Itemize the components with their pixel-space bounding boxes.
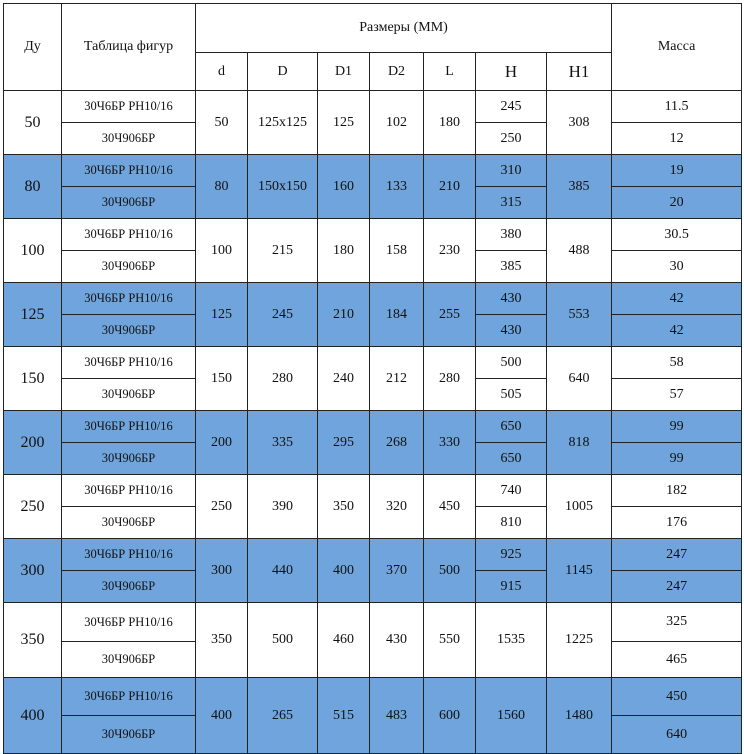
cell-H-1: 925: [476, 539, 547, 571]
cell-D1: 515: [318, 678, 370, 754]
cell-figure-1: 30Ч6БР PH10/16: [62, 539, 196, 571]
cell-mass-1: 182: [612, 475, 742, 507]
cell-mass-1: 99: [612, 411, 742, 443]
cell-mass-1: 11.5: [612, 91, 742, 123]
cell-L: 230: [424, 219, 476, 283]
header-col-d: d: [196, 53, 248, 91]
cell-H1: 1005: [547, 475, 612, 539]
table-row: [4, 539, 742, 571]
cell-H1: 553: [547, 283, 612, 347]
cell-H1: 385: [547, 155, 612, 219]
cell-H1: 1480: [547, 678, 612, 754]
table-row: [4, 603, 742, 642]
table-row: [4, 155, 742, 187]
cell-dn: 150: [4, 347, 62, 411]
cell-D: 150x150: [248, 155, 318, 219]
cell-D1: 160: [318, 155, 370, 219]
cell-figure-2: 30Ч906БР: [62, 507, 196, 539]
cell-figure-1: 30Ч6БР PH10/16: [62, 283, 196, 315]
cell-dn: 200: [4, 411, 62, 475]
cell-D1: 400: [318, 539, 370, 603]
cell-D2: 320: [370, 475, 424, 539]
cell-D: 335: [248, 411, 318, 475]
cell-H-2: 810: [476, 507, 547, 539]
cell-figure-1: 30Ч6БР PH10/16: [62, 155, 196, 187]
cell-H-1: 245: [476, 91, 547, 123]
cell-D: 125x125: [248, 91, 318, 155]
cell-mass-2: 465: [612, 642, 742, 678]
cell-D1: 240: [318, 347, 370, 411]
cell-figure-1: 30Ч6БР PH10/16: [62, 347, 196, 379]
cell-mass-1: 19: [612, 155, 742, 187]
cell-D1: 180: [318, 219, 370, 283]
table-row: [4, 283, 742, 315]
cell-d: 250: [196, 475, 248, 539]
cell-H1: 308: [547, 91, 612, 155]
cell-dn: 300: [4, 539, 62, 603]
cell-L: 210: [424, 155, 476, 219]
table-body: [4, 91, 742, 754]
cell-D2: 483: [370, 678, 424, 754]
cell-H-2: 650: [476, 443, 547, 475]
cell-d: 200: [196, 411, 248, 475]
header-col-D1: D1: [318, 53, 370, 91]
cell-D1: 210: [318, 283, 370, 347]
cell-mass-2: 99: [612, 443, 742, 475]
cell-mass-2: 57: [612, 379, 742, 411]
cell-figure-1: 30Ч6БР PH10/16: [62, 678, 196, 716]
cell-L: 600: [424, 678, 476, 754]
cell-L: 550: [424, 603, 476, 678]
cell-figure-2: 30Ч906БР: [62, 251, 196, 283]
cell-H-2: 250: [476, 123, 547, 155]
cell-figure-2: 30Ч906БР: [62, 379, 196, 411]
cell-L: 280: [424, 347, 476, 411]
cell-H1: 1225: [547, 603, 612, 678]
cell-D1: 350: [318, 475, 370, 539]
cell-figure-1: 30Ч6БР PH10/16: [62, 219, 196, 251]
header-mass: Масса: [612, 4, 742, 91]
cell-D: 215: [248, 219, 318, 283]
cell-H1: 488: [547, 219, 612, 283]
cell-L: 255: [424, 283, 476, 347]
cell-D: 440: [248, 539, 318, 603]
cell-H-1: 430: [476, 283, 547, 315]
cell-d: 100: [196, 219, 248, 283]
table-row: [4, 91, 742, 123]
cell-mass-2: 176: [612, 507, 742, 539]
cell-dn: 350: [4, 603, 62, 678]
cell-H-1: 650: [476, 411, 547, 443]
cell-mass-1: 450: [612, 678, 742, 716]
cell-figure-2: 30Ч906БР: [62, 443, 196, 475]
cell-figure-2: 30Ч906БР: [62, 716, 196, 754]
cell-mass-2: 42: [612, 315, 742, 347]
cell-H1: 1145: [547, 539, 612, 603]
cell-figure-2: 30Ч906БР: [62, 123, 196, 155]
cell-mass-1: 58: [612, 347, 742, 379]
cell-D2: 133: [370, 155, 424, 219]
cell-figure-1: 30Ч6БР PH10/16: [62, 475, 196, 507]
spec-table: [3, 3, 742, 754]
cell-d: 350: [196, 603, 248, 678]
cell-D2: 268: [370, 411, 424, 475]
cell-dn: 50: [4, 91, 62, 155]
header-dn: Ду: [4, 4, 62, 91]
table-row: [4, 347, 742, 379]
cell-H-2: 915: [476, 571, 547, 603]
cell-mass-2: 30: [612, 251, 742, 283]
cell-D: 500: [248, 603, 318, 678]
cell-mass-2: 12: [612, 123, 742, 155]
cell-dn: 400: [4, 678, 62, 754]
table-header: [4, 4, 742, 91]
cell-figure-1: 30Ч6БР PH10/16: [62, 603, 196, 642]
cell-D1: 295: [318, 411, 370, 475]
cell-d: 400: [196, 678, 248, 754]
cell-H1: 640: [547, 347, 612, 411]
cell-d: 80: [196, 155, 248, 219]
cell-dn: 250: [4, 475, 62, 539]
cell-figure-2: 30Ч906БР: [62, 315, 196, 347]
cell-D2: 370: [370, 539, 424, 603]
cell-d: 150: [196, 347, 248, 411]
cell-H-2: 385: [476, 251, 547, 283]
table-row: [4, 475, 742, 507]
table-row: [4, 219, 742, 251]
cell-mass-2: 20: [612, 187, 742, 219]
cell-mass-2: 640: [612, 716, 742, 754]
cell-figure-1: 30Ч6БР PH10/16: [62, 91, 196, 123]
cell-D: 265: [248, 678, 318, 754]
header-col-H: H: [476, 53, 547, 91]
cell-L: 330: [424, 411, 476, 475]
cell-H-1: 740: [476, 475, 547, 507]
cell-figure-2: 30Ч906БР: [62, 642, 196, 678]
cell-D: 245: [248, 283, 318, 347]
cell-H-1: 380: [476, 219, 547, 251]
cell-H-1: 500: [476, 347, 547, 379]
cell-dn: 100: [4, 219, 62, 283]
table-row: [4, 411, 742, 443]
cell-D2: 430: [370, 603, 424, 678]
cell-H-2: 505: [476, 379, 547, 411]
cell-H1: 818: [547, 411, 612, 475]
cell-L: 500: [424, 539, 476, 603]
cell-figure-2: 30Ч906БР: [62, 571, 196, 603]
cell-D: 390: [248, 475, 318, 539]
cell-H: 1560: [476, 678, 547, 754]
cell-H-1: 310: [476, 155, 547, 187]
cell-D1: 125: [318, 91, 370, 155]
cell-d: 50: [196, 91, 248, 155]
cell-L: 450: [424, 475, 476, 539]
cell-mass-1: 42: [612, 283, 742, 315]
cell-d: 125: [196, 283, 248, 347]
cell-D2: 102: [370, 91, 424, 155]
cell-L: 180: [424, 91, 476, 155]
cell-figure-2: 30Ч906БР: [62, 187, 196, 219]
cell-D2: 158: [370, 219, 424, 283]
header-col-D2: D2: [370, 53, 424, 91]
cell-D2: 184: [370, 283, 424, 347]
cell-dn: 80: [4, 155, 62, 219]
header-col-D: D: [248, 53, 318, 91]
cell-H-2: 430: [476, 315, 547, 347]
cell-figure-1: 30Ч6БР PH10/16: [62, 411, 196, 443]
cell-d: 300: [196, 539, 248, 603]
cell-mass-1: 30.5: [612, 219, 742, 251]
cell-H-2: 315: [476, 187, 547, 219]
cell-dn: 125: [4, 283, 62, 347]
cell-mass-1: 325: [612, 603, 742, 642]
cell-D: 280: [248, 347, 318, 411]
header-figure-table: Таблица фигур: [62, 4, 196, 91]
cell-H: 1535: [476, 603, 547, 678]
header-dimensions: Размеры (ММ): [196, 4, 612, 53]
table-row: [4, 678, 742, 716]
cell-mass-2: 247: [612, 571, 742, 603]
header-col-L: L: [424, 53, 476, 91]
cell-mass-1: 247: [612, 539, 742, 571]
header-col-H1: H1: [547, 53, 612, 91]
cell-D2: 212: [370, 347, 424, 411]
cell-D1: 460: [318, 603, 370, 678]
